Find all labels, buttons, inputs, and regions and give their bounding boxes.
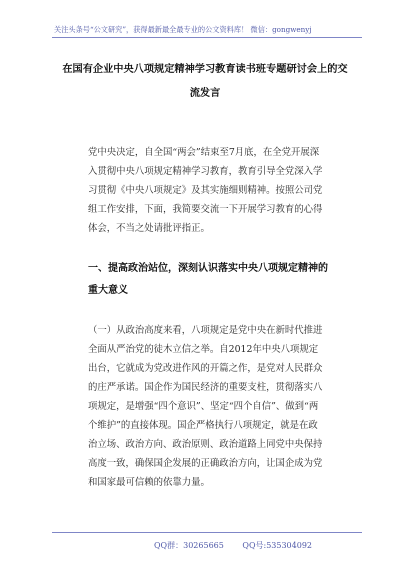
footer-divider [52,532,362,533]
footer-contact [154,540,313,551]
header-divider [52,37,362,38]
body-paragraph-1: 党中央决定，自全国“两会”结束至7月底，在全党开展深入贯彻中央八项规定精神学习教育，教育引导全党深入学习贯彻《中央八项规定》及其实施细则精神。按照公司党组工作安排，下面，我简要交流一下开展学习教育的心得体会，不当之处请批评指正。 [88,147,323,234]
section-heading-1: 一、提高政治站位，深刻认识落实中央八项规定精神的重大意义 [88,263,328,296]
header-promo-text: 关注头条号“公文研究”，获得最新最全最专业的公文资料库！ 微信：gongwenyj [54,25,312,34]
body-paragraph-2: （一）从政治高度来看，八项规定是党中央在新时代推进全面从严治党的徒木立信之举。自2012年中央八项规定出台，它就成为党改进作风的开篇之作，是党对人民群众的庄严承诺。国企作为国民经济的重要支柱，贯彻落实八项规定，是增强“四个意识”、坚定“四个自信”、做到“两个维护”的直接体现。国企严格执行八项规定，就是在政治立场、政治方向、政治原则、政治道路上同党中央保持高度一致，确保国企发展的正确政治方向，让国企成为党和国家最可信赖的依靠力量。 [88,325,323,488]
document-title: 在国有企业中央八项规定精神学习教育读书班专题研讨会上的交流发言 [62,63,348,99]
footer-qq-group: QQ群：30265665 [154,541,224,550]
footer-qq-number: QQ号:535304092 [242,541,313,550]
